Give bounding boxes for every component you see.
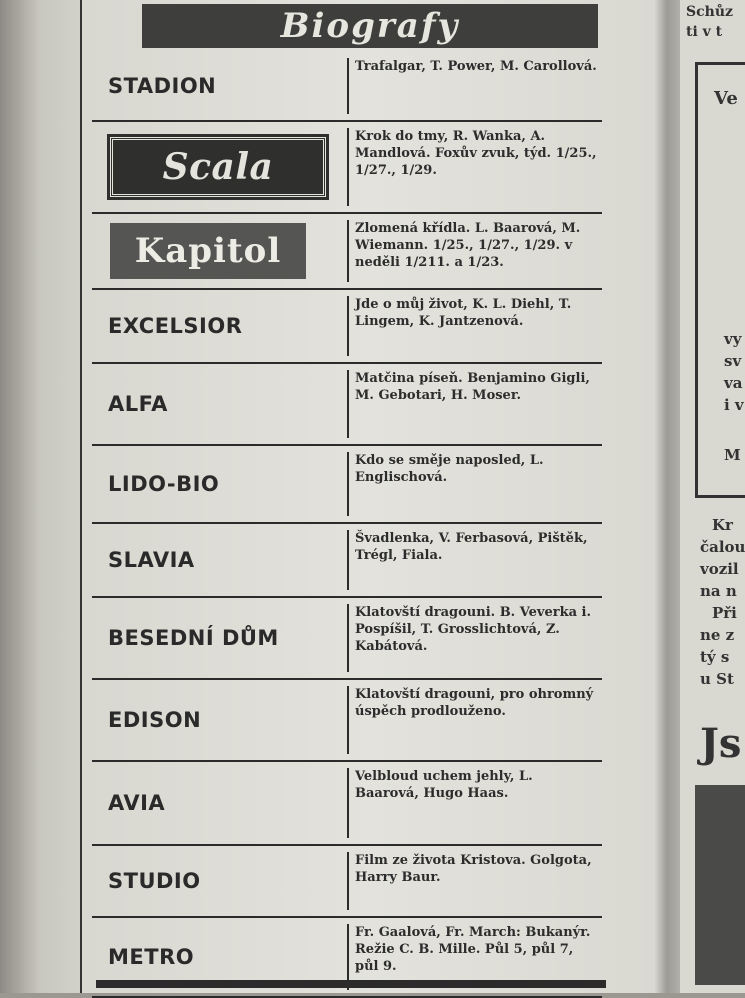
film-description: Velbloud uchem jehly, L. Baarová, Hugo Haas. (355, 769, 533, 801)
right-page-box-line: i v (724, 396, 744, 414)
cinema-row (92, 290, 602, 364)
film-description: Jde o můj život, K. L. Diehl, T. Lingem, K. Jantzenová. (355, 297, 572, 329)
film-description: Film ze života Kristova. Golgota, Harry Baur. (355, 853, 592, 885)
right-page-para-line: ne z (700, 626, 735, 644)
film-description: Matčina píseň. Benjamino Gigli, M. Gebotari, H. Moser. (355, 371, 590, 403)
right-page-para-line: vozil (700, 560, 739, 578)
film-description: Zlomená křídla. L. Baarová, M. Wiemann. 1/25., 1/27., 1/29. v neděli 1/211. a 1/23. (355, 221, 581, 270)
right-page-para-line: Při (712, 604, 737, 622)
cinema-name: STADION (108, 74, 217, 98)
right-page-box-line: vy (724, 330, 742, 348)
right-page-box-head: Ve (714, 88, 738, 109)
cinema-name: METRO (108, 945, 195, 969)
cinema-row (92, 598, 602, 680)
cinema-row (92, 446, 602, 524)
right-page-para-line: na n (700, 582, 737, 600)
biografy-banner: Biografy (142, 4, 598, 48)
cinema-row (92, 122, 602, 214)
cinema-row (92, 364, 602, 446)
kapitol-logo: Kapitol (110, 223, 306, 279)
right-page-text-1: Schůz (686, 4, 733, 20)
cinema-name: BESEDNÍ DŮM (108, 626, 279, 650)
cinema-name: EXCELSIOR (108, 314, 243, 338)
right-page-big-heading: Js (700, 720, 742, 767)
right-page-box-line: M (724, 446, 741, 464)
right-page-box (695, 62, 745, 498)
film-description: Trafalgar, T. Power, M. Carollová. (355, 59, 597, 74)
cinema-name: ALFA (108, 392, 168, 416)
bottom-rule (96, 980, 606, 988)
cinema-row (92, 52, 602, 122)
right-page-para-line: u St (700, 670, 734, 688)
cinema-name (92, 122, 347, 212)
film-description: Fr. Gaalová, Fr. March: Bukanýr. Režie C. B. Mille. Půl 5, půl 7, půl 9. (355, 925, 591, 974)
cinema-name (92, 214, 347, 288)
cinema-name: SLAVIA (108, 548, 195, 572)
right-page-box-line: va (724, 374, 743, 392)
film-description: Klatovští dragouni, pro ohromný úspěch prodlouženo. (355, 687, 594, 719)
cinema-name: AVIA (108, 791, 166, 815)
right-page-para-line: Kr (712, 516, 733, 534)
right-page-para-line: čalou (700, 538, 745, 556)
cinema-row (92, 214, 602, 290)
right-page-photo (695, 785, 745, 985)
cinema-row (92, 524, 602, 598)
cinema-row (92, 680, 602, 762)
cinema-name: STUDIO (108, 869, 201, 893)
cinema-row (92, 846, 602, 918)
film-description: Kdo se směje naposled, L. Englischová. (355, 453, 544, 485)
cinema-name: EDISON (108, 708, 202, 732)
film-description: Krok do tmy, R. Wanka, A. Mandlová. Foxův zvuk, týd. 1/25., 1/27., 1/29. (355, 129, 597, 178)
cinema-name: LIDO-BIO (108, 472, 220, 496)
right-page-box-line: sv (724, 352, 742, 370)
right-page-para-line: tý s (700, 648, 730, 666)
cinema-listing (92, 52, 602, 998)
right-page-text-2: ti v t (686, 24, 723, 40)
film-description: Klatovští dragouni. B. Veverka i. Pospíšil, T. Grosslichtová, Z. Kabátová. (355, 605, 591, 654)
scala-logo: Scala (110, 137, 326, 197)
film-description: Švadlenka, V. Ferbasová, Pištěk, Trégl, Fiala. (355, 531, 588, 563)
cinema-row (92, 762, 602, 846)
